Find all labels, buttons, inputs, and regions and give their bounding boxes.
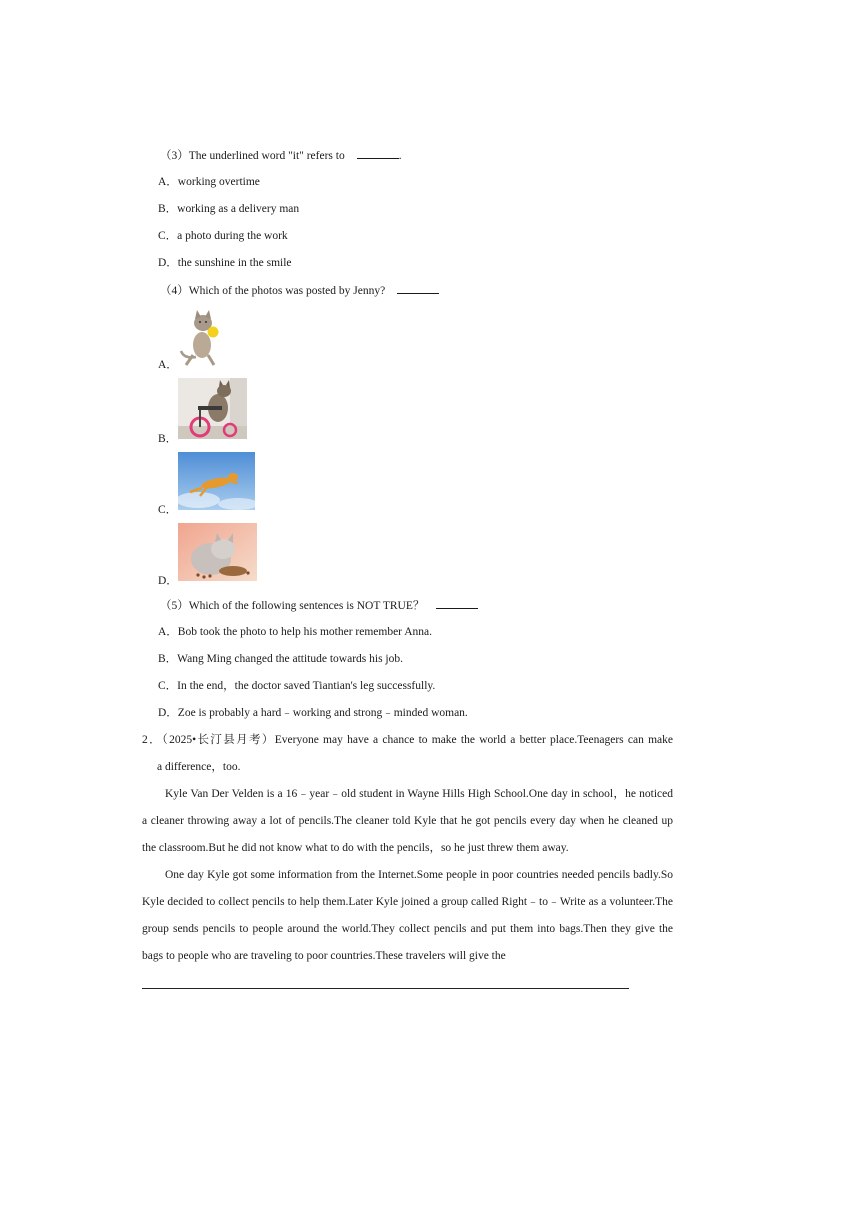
cat-in-wheelchair-photo-icon[interactable]	[178, 378, 247, 439]
passage2-intro-line1: 2．（2025•长汀县月考）Everyone may have a chance to make the world a better place.Teenagers can make	[142, 734, 673, 746]
q3-option-b[interactable]: B．working as a delivery man	[158, 203, 300, 215]
answer-blank[interactable]	[397, 283, 439, 294]
q3-stem: （3）The underlined word "it" refers to .	[160, 150, 402, 162]
q5-option-c[interactable]: C．In the end，the doctor saved Tiantian's leg successfully.	[158, 680, 436, 692]
q4-option-d-letter[interactable]: D．	[158, 575, 178, 587]
q4-option-a-letter[interactable]: A．	[158, 359, 178, 371]
cat-eating-food-photo-icon[interactable]	[178, 523, 257, 581]
q4-stem: （4）Which of the photos was posted by Jenny?	[160, 283, 439, 298]
passage2-paragraph-2: One day Kyle got some information from the Internet.Some people in poor countries needed pencils badly.So Kyle decided to collect pencils to help them.Later Kyle joined a group called Right﹣to﹣Write as a volunteer.The group sends pencils to people around the world.They collect pencils and put them into bags.Then they give the bags to people who are traveling to poor countries.These travelers will give the	[142, 869, 673, 962]
q4-option-b-letter[interactable]: B．	[158, 433, 178, 445]
cat-leaping-in-sky-photo-icon[interactable]	[178, 452, 255, 510]
passage2-intro-line2: a difference，too.	[157, 761, 241, 773]
q5-option-a[interactable]: A．Bob took the photo to help his mother remember Anna.	[158, 626, 433, 638]
q3-option-a[interactable]: A．working overtime	[158, 176, 260, 188]
answer-blank[interactable]	[357, 148, 399, 159]
cat-holding-ball-photo-icon[interactable]	[178, 307, 226, 367]
q5-option-b[interactable]: B．Wang Ming changed the attitude towards his job.	[158, 653, 404, 665]
answer-blank[interactable]	[436, 598, 478, 609]
q4-option-c-letter[interactable]: C．	[158, 504, 178, 516]
q3-option-d[interactable]: D．the sunshine in the smile	[158, 257, 292, 269]
page-footer-rule	[142, 988, 629, 989]
q5-stem: （5）Which of the following sentences is NOT TRUE？	[160, 598, 478, 613]
q5-option-d[interactable]: D．Zoe is probably a hard﹣working and strong﹣minded woman.	[158, 707, 468, 719]
passage2-paragraph-1: Kyle Van Der Velden is a 16﹣year﹣old student in Wayne Hills High School.One day in school，he noticed a cleaner throwing away a lot of pencils.The cleaner told Kyle that he got pencils every day when he cleaned up the classroom.But he did not know what to do with the pencils，so he just threw them away.	[142, 788, 673, 854]
q3-option-c[interactable]: C．a photo during the work	[158, 230, 288, 242]
